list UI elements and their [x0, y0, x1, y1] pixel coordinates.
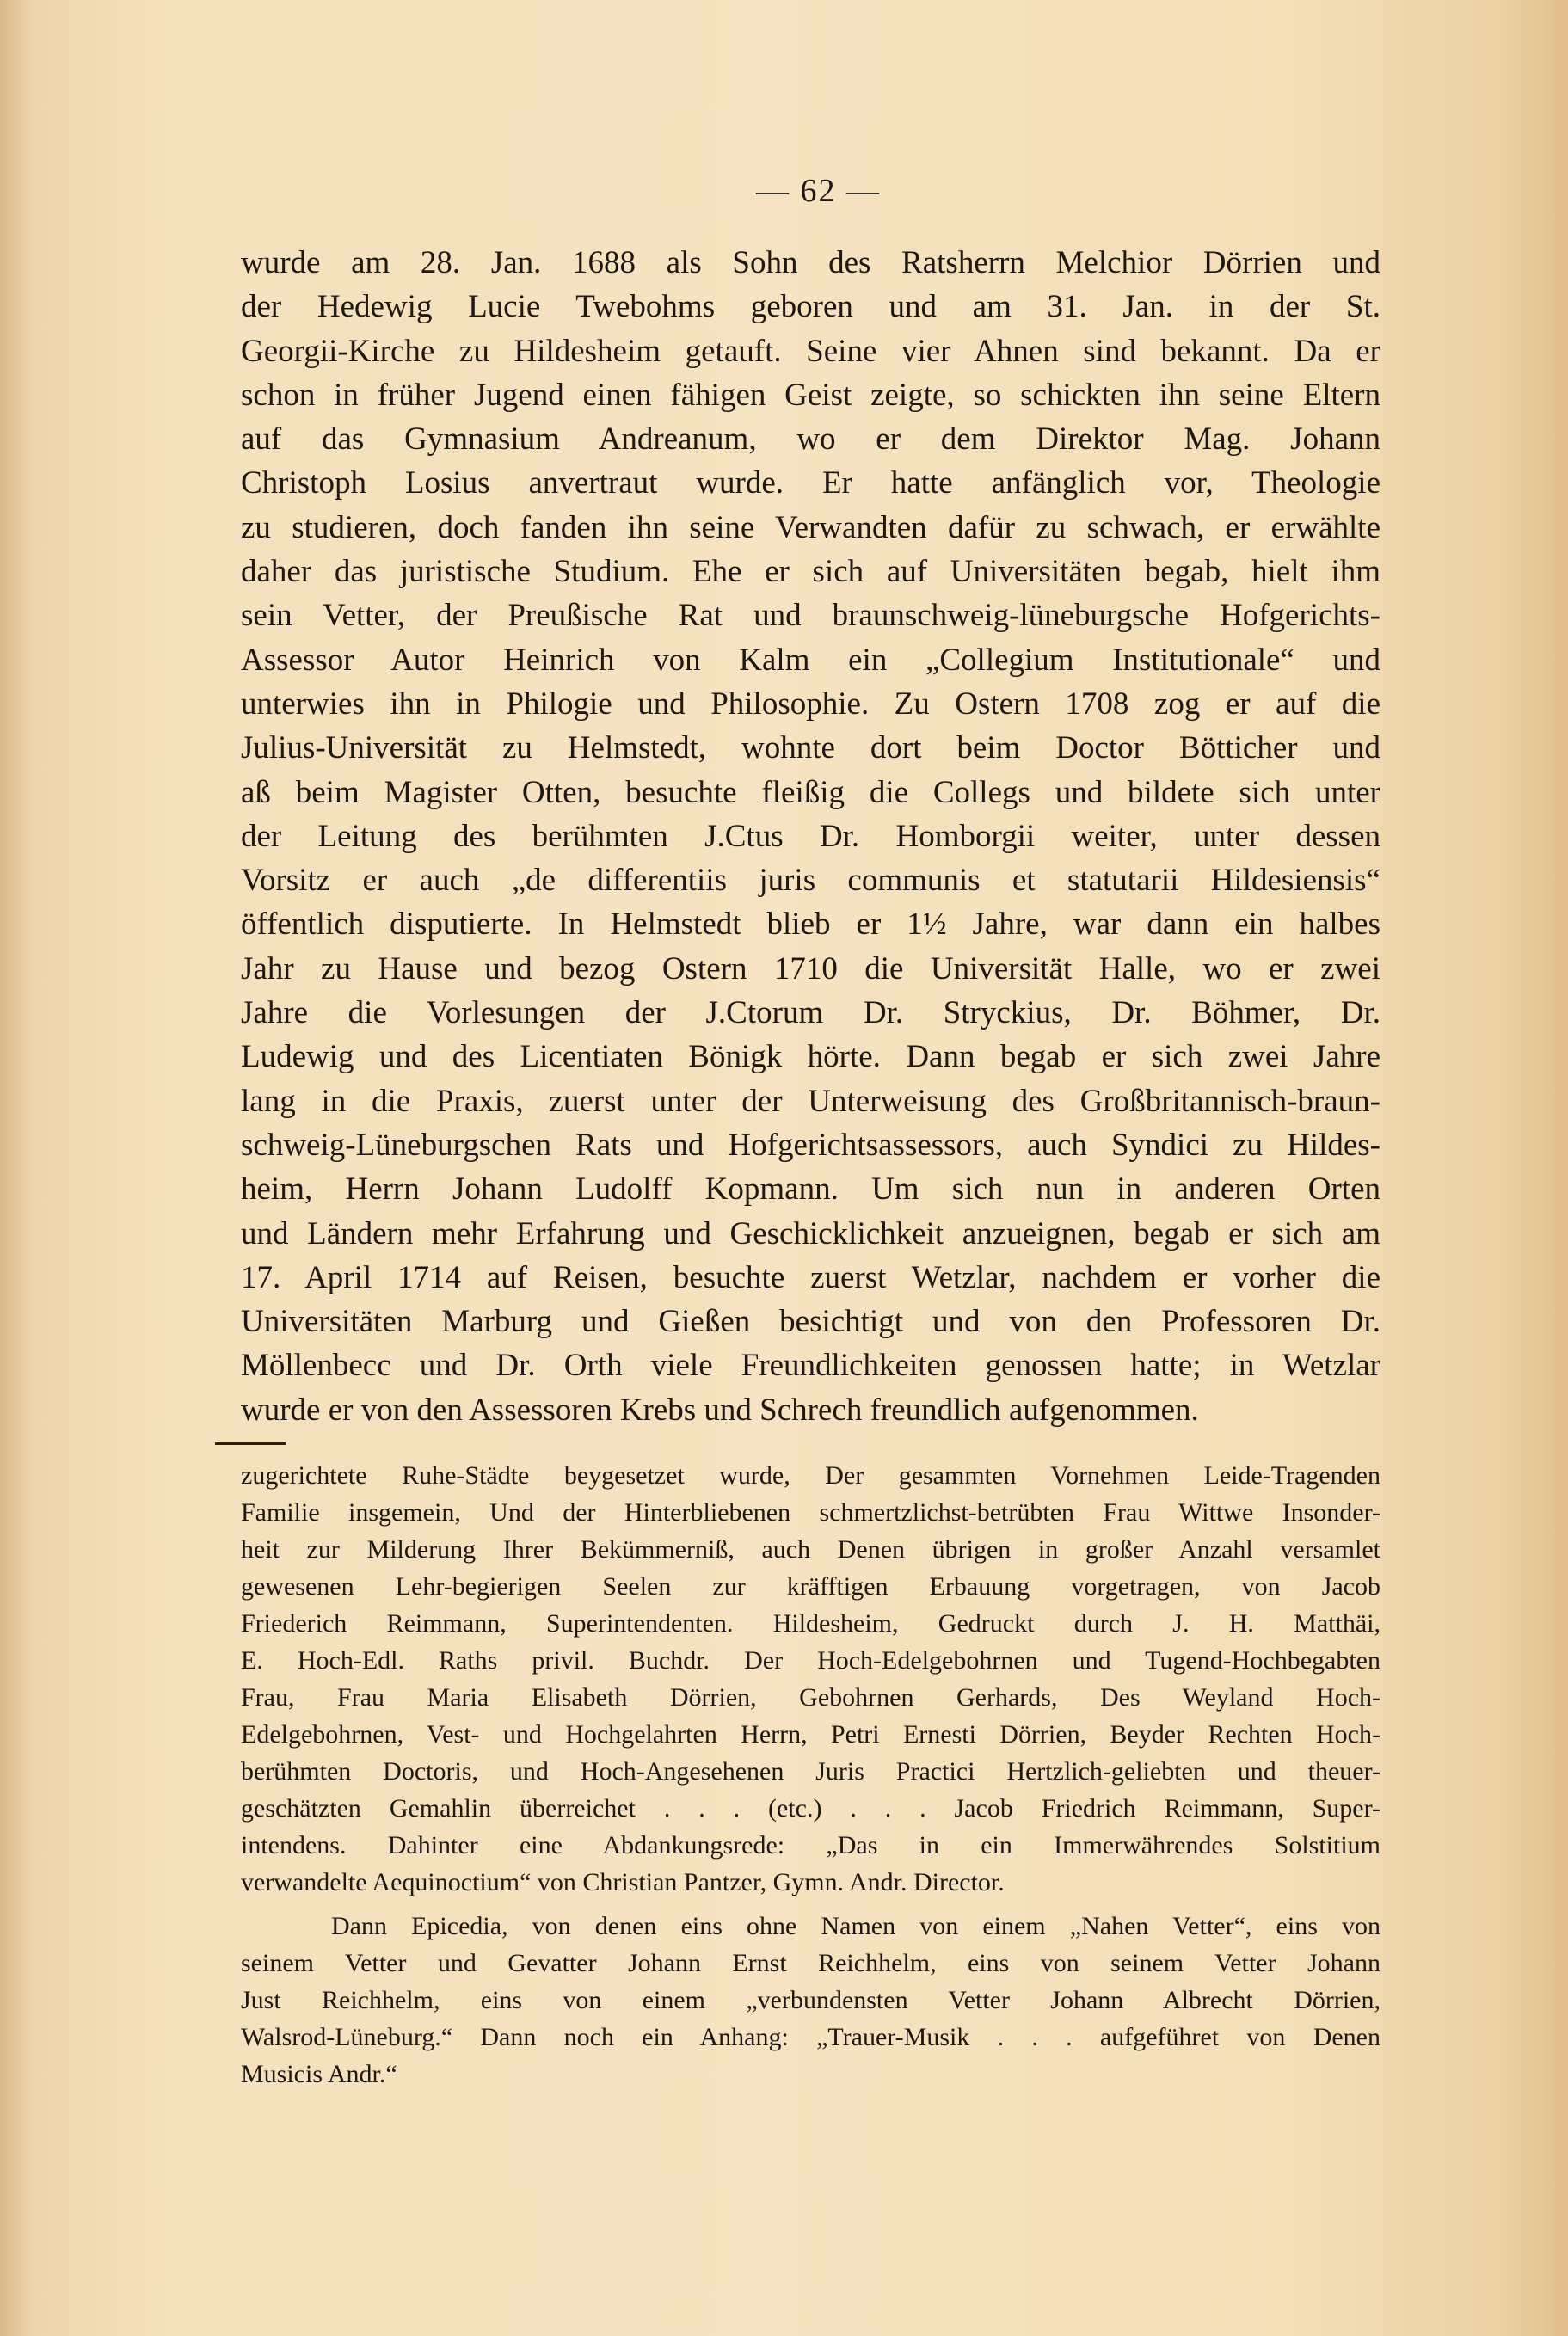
page-number: — 62 —	[756, 173, 881, 209]
text-line: 17. April 1714 auf Reisen, besuchte zuerst Wetzlar, nachdem er vorher die	[241, 1259, 1380, 1295]
text-line: Julius-Universität zu Helmstedt, wohnte dort beim Doctor Bötticher und	[241, 730, 1380, 766]
text-line: sein Vetter, der Preußische Rat und braunschweig-lüneburgsche Hofgerichts-	[241, 598, 1380, 634]
footnote-line: Dann Epicedia, von denen eins ohne Namen von einem „Nahen Vetter“, eins von	[331, 1912, 1380, 1941]
footnote-line: intendens. Dahinter eine Abdankungsrede: „Das in ein Immerwährendes Solstitium	[241, 1831, 1380, 1860]
text-line: Christoph Losius anvertraut wurde. Er hatte anfänglich vor, Theologie	[241, 465, 1380, 501]
text-line: Ludewig und des Licentiaten Bönigk hörte. Dann begab er sich zwei Jahre	[241, 1039, 1380, 1075]
footnote-line: Edelgebohrnen, Vest- und Hochgelahrten Herrn, Petri Ernesti Dörrien, Beyder Rechten Hoch-	[241, 1720, 1380, 1749]
text-line: der Hedewig Lucie Twebohms geboren und am 31. Jan. in der St.	[241, 289, 1380, 325]
footnote-line: berühmten Doctoris, und Hoch-Angesehenen Juris Practici Hertzlich-geliebten und theuer-	[241, 1757, 1380, 1786]
footnote-line: E. Hoch-Edl. Raths privil. Buchdr. Der Hoch-Edelgebohrnen und Tugend-Hochbegabten	[241, 1646, 1380, 1675]
text-line: Assessor Autor Heinrich von Kalm ein „Collegium Institutionale“ und	[241, 642, 1380, 678]
text-line: schweig-Lüneburgschen Rats und Hofgerichtsassessors, auch Syndici zu Hildes-	[241, 1127, 1380, 1163]
text-line: daher das juristische Studium. Ehe er sich auf Universitäten begab, hielt ihm	[241, 554, 1380, 590]
text-line: wurde er von den Assessoren Krebs und Schrech freundlich aufgenommen.	[241, 1392, 1199, 1428]
footnote-line: Just Reichhelm, eins von einem „verbundensten Vetter Johann Albrecht Dörrien,	[241, 1986, 1380, 2015]
footnote-line: geschätzten Gemahlin überreichet . . . (etc.) . . . Jacob Friedrich Reimmann, Super-	[241, 1794, 1380, 1823]
text-line: heim, Herrn Johann Ludolff Kopmann. Um sich nun in anderen Orten	[241, 1171, 1380, 1208]
text-line: schon in früher Jugend einen fähigen Geist zeigte, so schickten ihn seine Eltern	[241, 377, 1380, 413]
text-line: öffentlich disputierte. In Helmstedt blieb er 1½ Jahre, war dann ein halbes	[241, 907, 1380, 943]
footnote-divider	[215, 1442, 286, 1445]
footnote-line: Friederich Reimmann, Superintendenten. Hildesheim, Gedruckt durch J. H. Matthäi,	[241, 1609, 1380, 1638]
footnote-paragraph-2	[241, 1908, 1380, 2093]
footnote-line: heit zur Milderung Ihrer Bekümmerniß, auch Denen übrigen in großer Anzahl versamlet	[241, 1535, 1380, 1565]
text-line: Jahr zu Hause und bezog Ostern 1710 die Universität Halle, wo er zwei	[241, 950, 1380, 987]
text-line: unterwies ihn in Philogie und Philosophie. Zu Ostern 1708 zog er auf die	[241, 685, 1380, 722]
text-line: der Leitung des berühmten J.Ctus Dr. Homborgii weiter, unter dessen	[241, 818, 1380, 854]
text-line: Vorsitz er auch „de differentiis juris communis et statutarii Hildesiensis“	[241, 863, 1380, 899]
footnote-line: gewesenen Lehr-begierigen Seelen zur kräfftigen Erbauung vorgetragen, von Jacob	[241, 1572, 1380, 1601]
footnote-line: zugerichtete Ruhe-Städte beygesetzet wurde, Der gesammten Vornehmen Leide-Tragenden	[241, 1461, 1380, 1491]
text-line: zu studieren, doch fanden ihn seine Verwandten dafür zu schwach, er erwählte	[241, 509, 1380, 545]
text-line: aß beim Magister Otten, besuchte fleißig die Collegs und bildete sich unter	[241, 774, 1380, 810]
text-line: wurde am 28. Jan. 1688 als Sohn des Ratsherrn Melchior Dörrien und	[241, 245, 1380, 280]
footnote-line: Familie insgemein, Und der Hinterbliebenen schmertzlichst-betrübten Frau Wittwe Insonder-	[241, 1498, 1380, 1528]
text-line: und Ländern mehr Erfahrung und Geschicklichkeit anzueignen, begab er sich am	[241, 1215, 1380, 1251]
text-line: auf das Gymnasium Andreanum, wo er dem Direktor Mag. Johann	[241, 421, 1380, 458]
page-body	[241, 241, 1380, 2093]
text-line: Jahre die Vorlesungen der J.Ctorum Dr. Stryckius, Dr. Böhmer, Dr.	[241, 995, 1380, 1031]
footnote-line: Frau, Frau Maria Elisabeth Dörrien, Gebohrnen Gerhards, Des Weyland Hoch-	[241, 1683, 1380, 1712]
footnote-line: verwandelte Aequinoctium“ von Christian Pantzer, Gymn. Andr. Director.	[241, 1868, 1005, 1897]
footnote-text	[241, 1457, 1380, 1901]
text-line: lang in die Praxis, zuerst unter der Unterweisung des Großbritannisch-braun-	[241, 1083, 1380, 1119]
text-line: Universitäten Marburg und Gießen besichtigt und von den Professoren Dr.	[241, 1304, 1380, 1340]
footnote-line: Musicis Andr.“	[241, 2060, 397, 2089]
main-text	[241, 241, 1380, 1432]
footnote-line: seinem Vetter und Gevatter Johann Ernst Reichhelm, eins von seinem Vetter Johann	[241, 1949, 1380, 1978]
footnote-line: Walsrod-Lüneburg.“ Dann noch ein Anhang: „Trauer-Musik . . . aufgeführet von Denen	[241, 2023, 1380, 2052]
text-line: Georgii-Kirche zu Hildesheim getauft. Seine vier Ahnen sind bekannt. Da er	[241, 333, 1380, 369]
text-line: Möllenbecc und Dr. Orth viele Freundlichkeiten genossen hatte; in Wetzlar	[241, 1348, 1380, 1384]
